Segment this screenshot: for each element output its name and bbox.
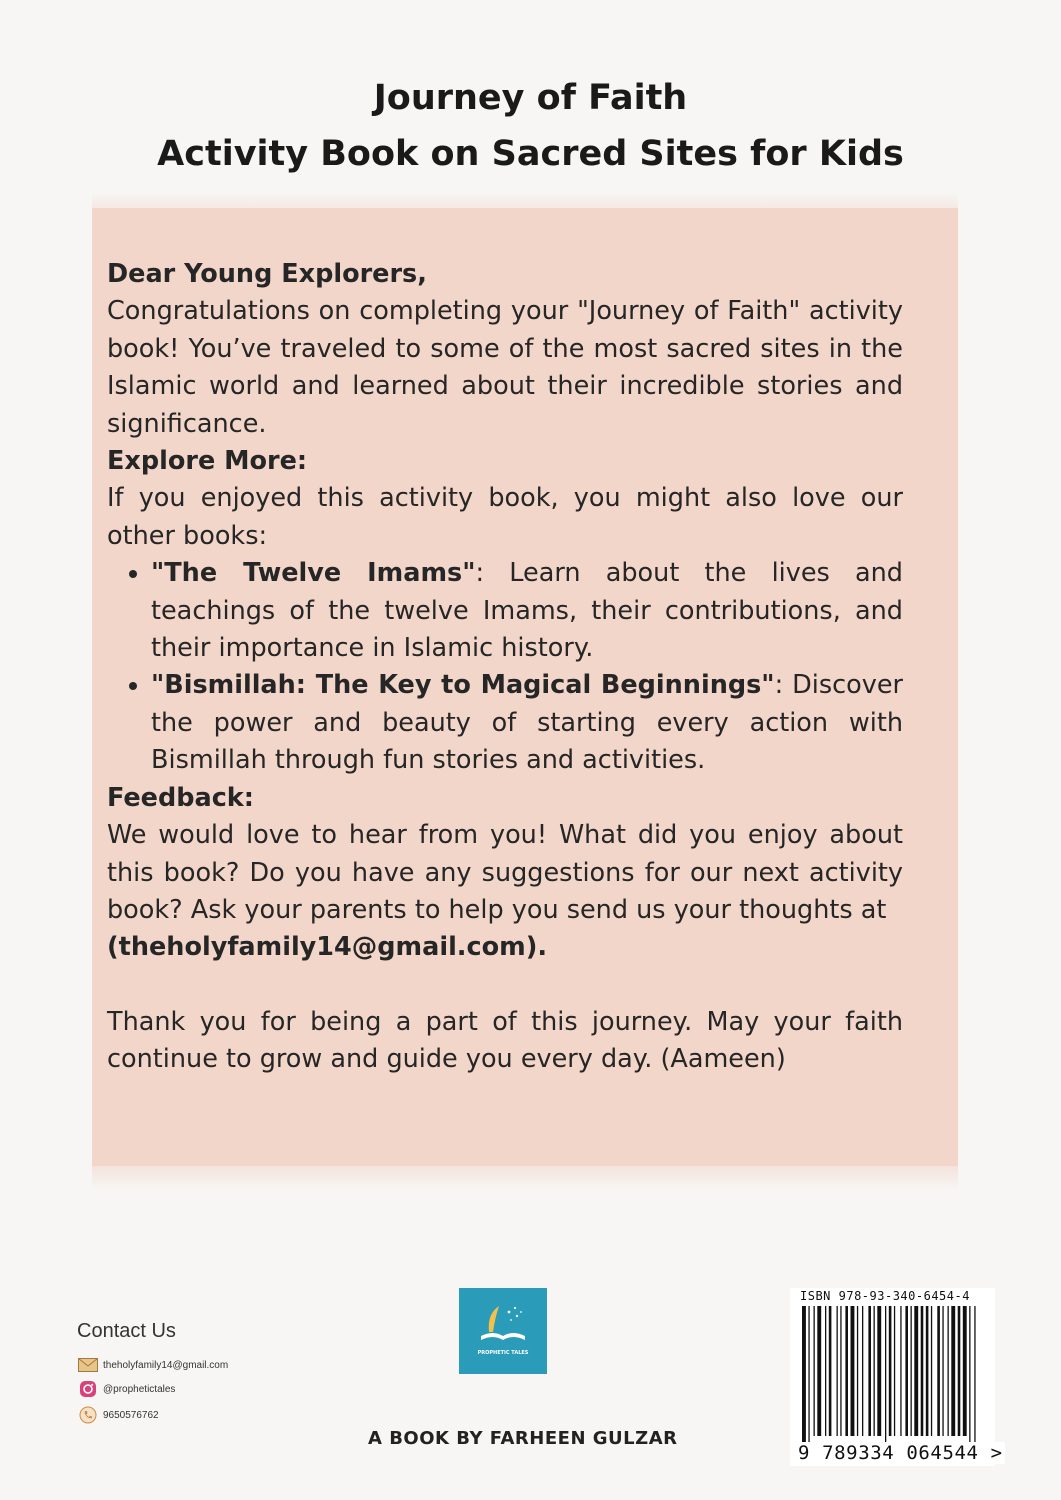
spacer [107,967,903,1004]
book-quill-icon [459,1288,547,1348]
list-item [151,667,903,779]
book-list [107,555,903,779]
barcode-icon [800,1306,980,1446]
publisher-logo [459,1288,547,1374]
contact-email-row [77,1356,228,1374]
book-desc: : Discover the power and beauty of starting every action with Bismillah through fun stories and activities. [151,670,903,776]
logo-text: PROPHETIC TALES [477,1350,529,1356]
book-title-twelve-imams: "The Twelve Imams" [151,558,476,589]
author-byline: A BOOK BY FARHEEN GULZAR [368,1428,678,1449]
contact-title: Contact Us [77,1320,176,1342]
feedback-text: We would love to hear from you! What did you enjoy about this book? Do you have any suggestions for our next activity book? Ask your parents to help you send us your thoughts at [107,820,903,925]
book-subtitle: Activity Book on Sacred Sites for Kids [157,134,904,174]
contact-phone[interactable]: 9650576762 [103,1409,159,1421]
contact-instagram[interactable]: @prophetictales [103,1383,176,1395]
letter-content [107,256,903,1079]
feedback-heading: Feedback: [107,782,254,813]
book-title: Journey of Faith [373,78,688,118]
explore-heading: Explore More: [107,446,308,477]
explore-text: If you enjoyed this activity book, you might also love our other books: [107,483,903,551]
mail-icon [77,1356,99,1374]
instagram-icon [77,1380,99,1398]
contact-phone-row [77,1406,159,1424]
letter-intro: Congratulations on completing your "Journey of Faith" activity book! You’ve traveled to some of the most sacred sites in the Islamic world and learned about their incredible stories and significance. [107,296,903,439]
letter-greeting: Dear Young Explorers, [107,259,427,289]
isbn-label: ISBN 978-93-340-6454-4 [800,1289,970,1303]
contact-instagram-row [77,1380,175,1398]
book-title-bismillah: "Bismillah: The Key to Magical Beginnings" [151,670,775,701]
closing-text: Thank you for being a part of this journey. May your faith continue to grow and guide you every day. (Aameen) [107,1006,903,1075]
feedback-email: (theholyfamily14@gmail.com). [107,932,548,963]
list-item [151,555,903,667]
contact-email[interactable]: theholyfamily14@gmail.com [103,1359,229,1371]
phone-icon [77,1406,99,1424]
panel-edge-bottom [92,1150,958,1190]
barcode-digits: 9 789334 064544 > [798,1442,1003,1464]
book-desc: : Learn about the lives and teachings of the twelve Imams, their contributions, and their importance in Islamic history. [151,558,903,664]
